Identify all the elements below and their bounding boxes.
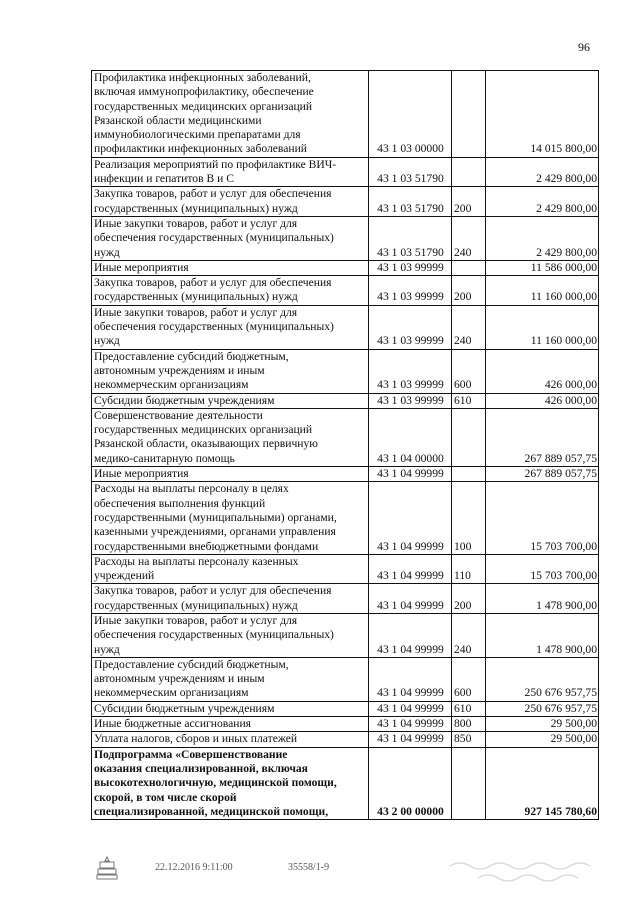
row-name-cell: Закупка товаров, работ и услуг для обеспечения государственных (муниципальных) нужд <box>92 584 369 614</box>
row-sum-cell: 11 160 000,00 <box>486 305 599 349</box>
row-name-cell: Закупка товаров, работ и услуг для обеспечения государственных (муниципальных) нужд <box>92 276 369 306</box>
row-name-cell: Иные бюджетные ассигнования <box>92 717 369 732</box>
table-row <box>92 71 599 158</box>
row-sum-cell: 15 703 700,00 <box>486 482 599 554</box>
table-row <box>92 187 599 217</box>
table-row <box>92 554 599 584</box>
row-code-cell: 43 1 03 00000 <box>369 71 452 158</box>
table-row <box>92 305 599 349</box>
row-name-cell: Иные мероприятия <box>92 467 369 482</box>
row-code-cell: 43 1 04 99999 <box>369 482 452 554</box>
row-sum-cell: 250 676 957,75 <box>486 701 599 716</box>
table-row <box>92 349 599 393</box>
row-name-cell: Закупка товаров, работ и услуг для обеспечения государственных (муниципальных) нужд <box>92 187 369 217</box>
row-expense-type-cell <box>452 747 486 819</box>
table-row <box>92 482 599 554</box>
row-expense-type-cell: 600 <box>452 657 486 701</box>
budget-table <box>91 70 599 820</box>
table-row <box>92 157 599 187</box>
row-expense-type-cell <box>452 157 486 187</box>
footer-date: 22.12.2016 9:11:00 <box>155 862 233 873</box>
table-row <box>92 216 599 260</box>
row-name-cell: Расходы на выплаты персоналу казенных учреждений <box>92 554 369 584</box>
table-row <box>92 717 599 732</box>
table-row <box>92 276 599 306</box>
row-name-cell: Расходы на выплаты персоналу в целях обеспечения выполнения функций государственными (муниципальными) органами, казенными учреждениями, органами управления государственными внебюджетными фондами <box>92 482 369 554</box>
row-sum-cell: 29 500,00 <box>486 732 599 747</box>
row-sum-cell: 426 000,00 <box>486 349 599 393</box>
row-sum-cell: 426 000,00 <box>486 393 599 408</box>
footer-doc-number: 35558/1-9 <box>288 862 330 873</box>
row-code-cell: 43 1 03 51790 <box>369 157 452 187</box>
row-name-cell: Иные закупки товаров, работ и услуг для обеспечения государственных (муниципальных) нужд <box>92 305 369 349</box>
table-row <box>92 747 599 819</box>
row-expense-type-cell: 100 <box>452 482 486 554</box>
row-code-cell: 43 1 03 99999 <box>369 260 452 275</box>
row-sum-cell: 29 500,00 <box>486 717 599 732</box>
table-row <box>92 657 599 701</box>
row-code-cell: 43 1 03 99999 <box>369 349 452 393</box>
row-sum-cell: 267 889 057,75 <box>486 408 599 466</box>
row-code-cell: 43 1 04 99999 <box>369 613 452 657</box>
row-name-cell: Реализация мероприятий по профилактике ВИЧ- инфекции и гепатитов В и С <box>92 157 369 187</box>
row-expense-type-cell <box>452 71 486 158</box>
row-sum-cell: 927 145 780,60 <box>486 747 599 819</box>
row-sum-cell: 2 429 800,00 <box>486 157 599 187</box>
row-sum-cell: 2 429 800,00 <box>486 187 599 217</box>
row-name-cell: Предоставление субсидий бюджетным, автономным учреждениям и иным некоммерческим организациям <box>92 349 369 393</box>
row-name-cell: Иные мероприятия <box>92 260 369 275</box>
table-row <box>92 393 599 408</box>
row-expense-type-cell: 200 <box>452 276 486 306</box>
row-code-cell: 43 1 03 99999 <box>369 276 452 306</box>
row-name-cell: Предоставление субсидий бюджетным, автономным учреждениям и иным некоммерческим организациям <box>92 657 369 701</box>
row-expense-type-cell: 240 <box>452 613 486 657</box>
page-number: 96 <box>578 40 590 54</box>
row-sum-cell: 15 703 700,00 <box>486 554 599 584</box>
table-row <box>92 613 599 657</box>
table-row <box>92 260 599 275</box>
row-sum-cell: 1 478 900,00 <box>486 584 599 614</box>
row-expense-type-cell: 200 <box>452 584 486 614</box>
ministry-stamp-icon <box>96 856 118 880</box>
row-expense-type-cell: 610 <box>452 393 486 408</box>
watermark-logo <box>448 858 598 884</box>
table-row <box>92 408 599 466</box>
row-code-cell: 43 1 04 99999 <box>369 701 452 716</box>
row-code-cell: 43 1 03 51790 <box>369 216 452 260</box>
row-expense-type-cell <box>452 260 486 275</box>
row-expense-type-cell: 610 <box>452 701 486 716</box>
row-code-cell: 43 1 03 99999 <box>369 305 452 349</box>
row-code-cell: 43 1 03 51790 <box>369 187 452 217</box>
row-code-cell: 43 1 04 00000 <box>369 408 452 466</box>
row-expense-type-cell: 240 <box>452 305 486 349</box>
row-sum-cell: 14 015 800,00 <box>486 71 599 158</box>
row-name-cell: Уплата налогов, сборов и иных платежей <box>92 732 369 747</box>
row-expense-type-cell: 600 <box>452 349 486 393</box>
row-code-cell: 43 1 04 99999 <box>369 554 452 584</box>
row-code-cell: 43 2 00 00000 <box>369 747 452 819</box>
table-row <box>92 701 599 716</box>
row-code-cell: 43 1 04 99999 <box>369 717 452 732</box>
row-expense-type-cell: 240 <box>452 216 486 260</box>
row-expense-type-cell: 850 <box>452 732 486 747</box>
table-row <box>92 584 599 614</box>
row-sum-cell: 11 586 000,00 <box>486 260 599 275</box>
row-expense-type-cell: 110 <box>452 554 486 584</box>
row-name-cell: Подпрограмма «Совершенствование оказания специализированной, включая высокотехнологичную, медицинской помощи, скорой, в том числе скорой специализированной, медицинской помощи, <box>92 747 369 819</box>
row-code-cell: 43 1 04 99999 <box>369 584 452 614</box>
row-sum-cell: 11 160 000,00 <box>486 276 599 306</box>
row-sum-cell: 250 676 957,75 <box>486 657 599 701</box>
row-name-cell: Совершенствование деятельности государственных медицинских организаций Рязанской области, оказывающих первичную медико-санитарную помощь <box>92 408 369 466</box>
row-expense-type-cell: 200 <box>452 187 486 217</box>
row-name-cell: Субсидии бюджетным учреждениям <box>92 393 369 408</box>
table-row <box>92 467 599 482</box>
table-row <box>92 732 599 747</box>
row-code-cell: 43 1 03 99999 <box>369 393 452 408</box>
row-expense-type-cell: 800 <box>452 717 486 732</box>
row-expense-type-cell <box>452 467 486 482</box>
row-name-cell: Иные закупки товаров, работ и услуг для обеспечения государственных (муниципальных) нужд <box>92 216 369 260</box>
row-name-cell: Субсидии бюджетным учреждениям <box>92 701 369 716</box>
row-code-cell: 43 1 04 99999 <box>369 732 452 747</box>
row-sum-cell: 267 889 057,75 <box>486 467 599 482</box>
row-sum-cell: 2 429 800,00 <box>486 216 599 260</box>
row-expense-type-cell <box>452 408 486 466</box>
row-name-cell: Иные закупки товаров, работ и услуг для обеспечения государственных (муниципальных) нужд <box>92 613 369 657</box>
row-sum-cell: 1 478 900,00 <box>486 613 599 657</box>
row-name-cell: Профилактика инфекционных заболеваний, включая иммунопрофилактику, обеспечение государственных медицинских организаций Рязанской области медицинскими иммунобиологическими препаратами для профилактики инфекционных заболеваний <box>92 71 369 158</box>
budget-table-body <box>92 71 599 820</box>
row-code-cell: 43 1 04 99999 <box>369 657 452 701</box>
row-code-cell: 43 1 04 99999 <box>369 467 452 482</box>
